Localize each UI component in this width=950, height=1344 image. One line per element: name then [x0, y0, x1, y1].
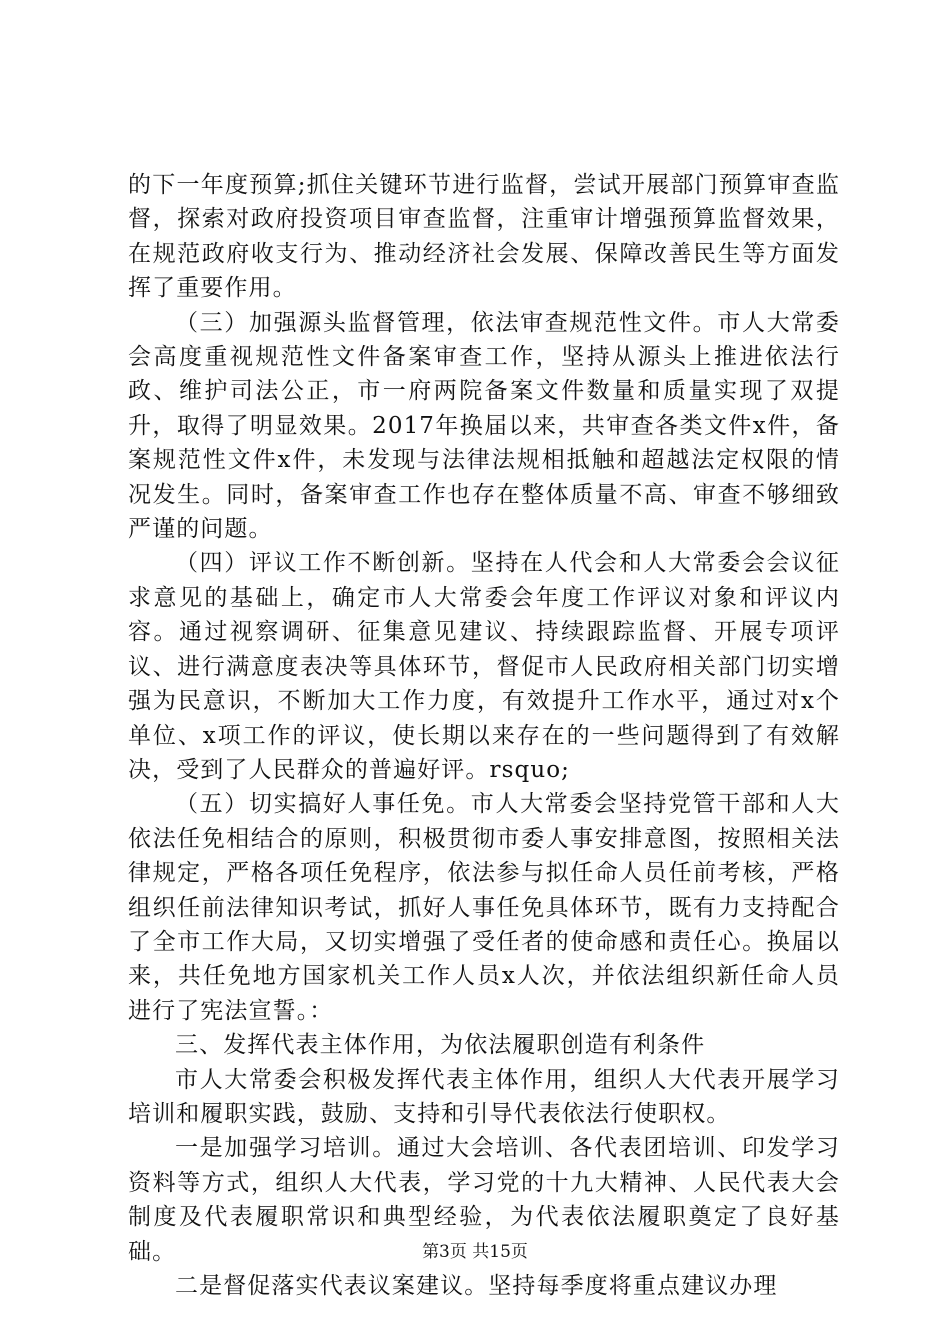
paragraph-section-4: （四）评议工作不断创新。坚持在人代会和人大常委会会议征求意见的基础上，确定市人大常委会年度工作评议对象和评议内容。通过视察调研、征集意见建议、持续跟踪监督、开展专项评议、进行满意度表决等具体环节，督促市人民政府相关部门切实增强为民意识，不断加大工作力度，有效提升工作水平，通过对x个单位、x项工作的评议，使长期以来存在的一些问题得到了有效解决，受到了人民群众的普遍好评。rsquo; — [128, 550, 840, 783]
paragraph-section-5: （五）切实搞好人事任免。市人大常委会坚持党管干部和人大依法任免相结合的原则，积极贯彻市委人事安排意图，按照相关法律规定，严格各项任免程序，依法参与拟任命人员任前考核，严格组织任前法律知识考试，抓好人事任免具体环节，既有力支持配合了全市工作大局，又切实增强了受任者的使命感和责任心。换届以来，共任免地方国家机关工作人员x人次，并依法组织新任命人员进行了宪法宣誓。： — [128, 791, 840, 1024]
paragraph-section-3: （三）加强源头监督管理，依法审查规范性文件。市人大常委会高度重视规范性文件备案审查工作，坚持从源头上推进依法行政、维护司法公正，市一府两院备案文件数量和质量实现了双提升，取得了明显效果。2017年换届以来，共审查各类文件x件，备案规范性文件x件，未发现与法律法规相抵触和超越法定权限的情况发生。同时，备案审查工作也存在整体质量不高、审查不够细致严谨的问题。 — [128, 309, 840, 543]
heading-part-3: 三、发挥代表主体作用，为依法履职创造有利条件 — [175, 1032, 706, 1059]
document-body — [128, 168, 840, 1303]
paragraph-item-1: 一是加强学习培训。通过大会培训、各代表团培训、印发学习资料等方式，组织人大代表，学习党的十九大精神、人民代表大会制度及代表履职常识和典型经验，为代表依法履职奠定了良好基础。 — [128, 1135, 840, 1265]
paragraph-item-2: 二是督促落实代表议案建议。坚持每季度将重点建议办理 — [175, 1273, 778, 1299]
paragraph-budget-continued: 的下一年度预算;抓住关键环节进行监督，尝试开展部门预算审查监督，探索对政府投资项目审查监督，注重审计增强预算监督效果，在规范政府收支行为、推动经济社会发展、保障改善民生等方面发挥了重要作用。 — [128, 172, 840, 302]
paragraph-representatives-intro: 市人大常委会积极发挥代表主体作用，组织人大代表开展学习培训和履职实践，鼓励、支持和引导代表依法行使职权。 — [128, 1066, 840, 1127]
page-number-footer: 第3页 共15页 — [422, 1242, 528, 1262]
